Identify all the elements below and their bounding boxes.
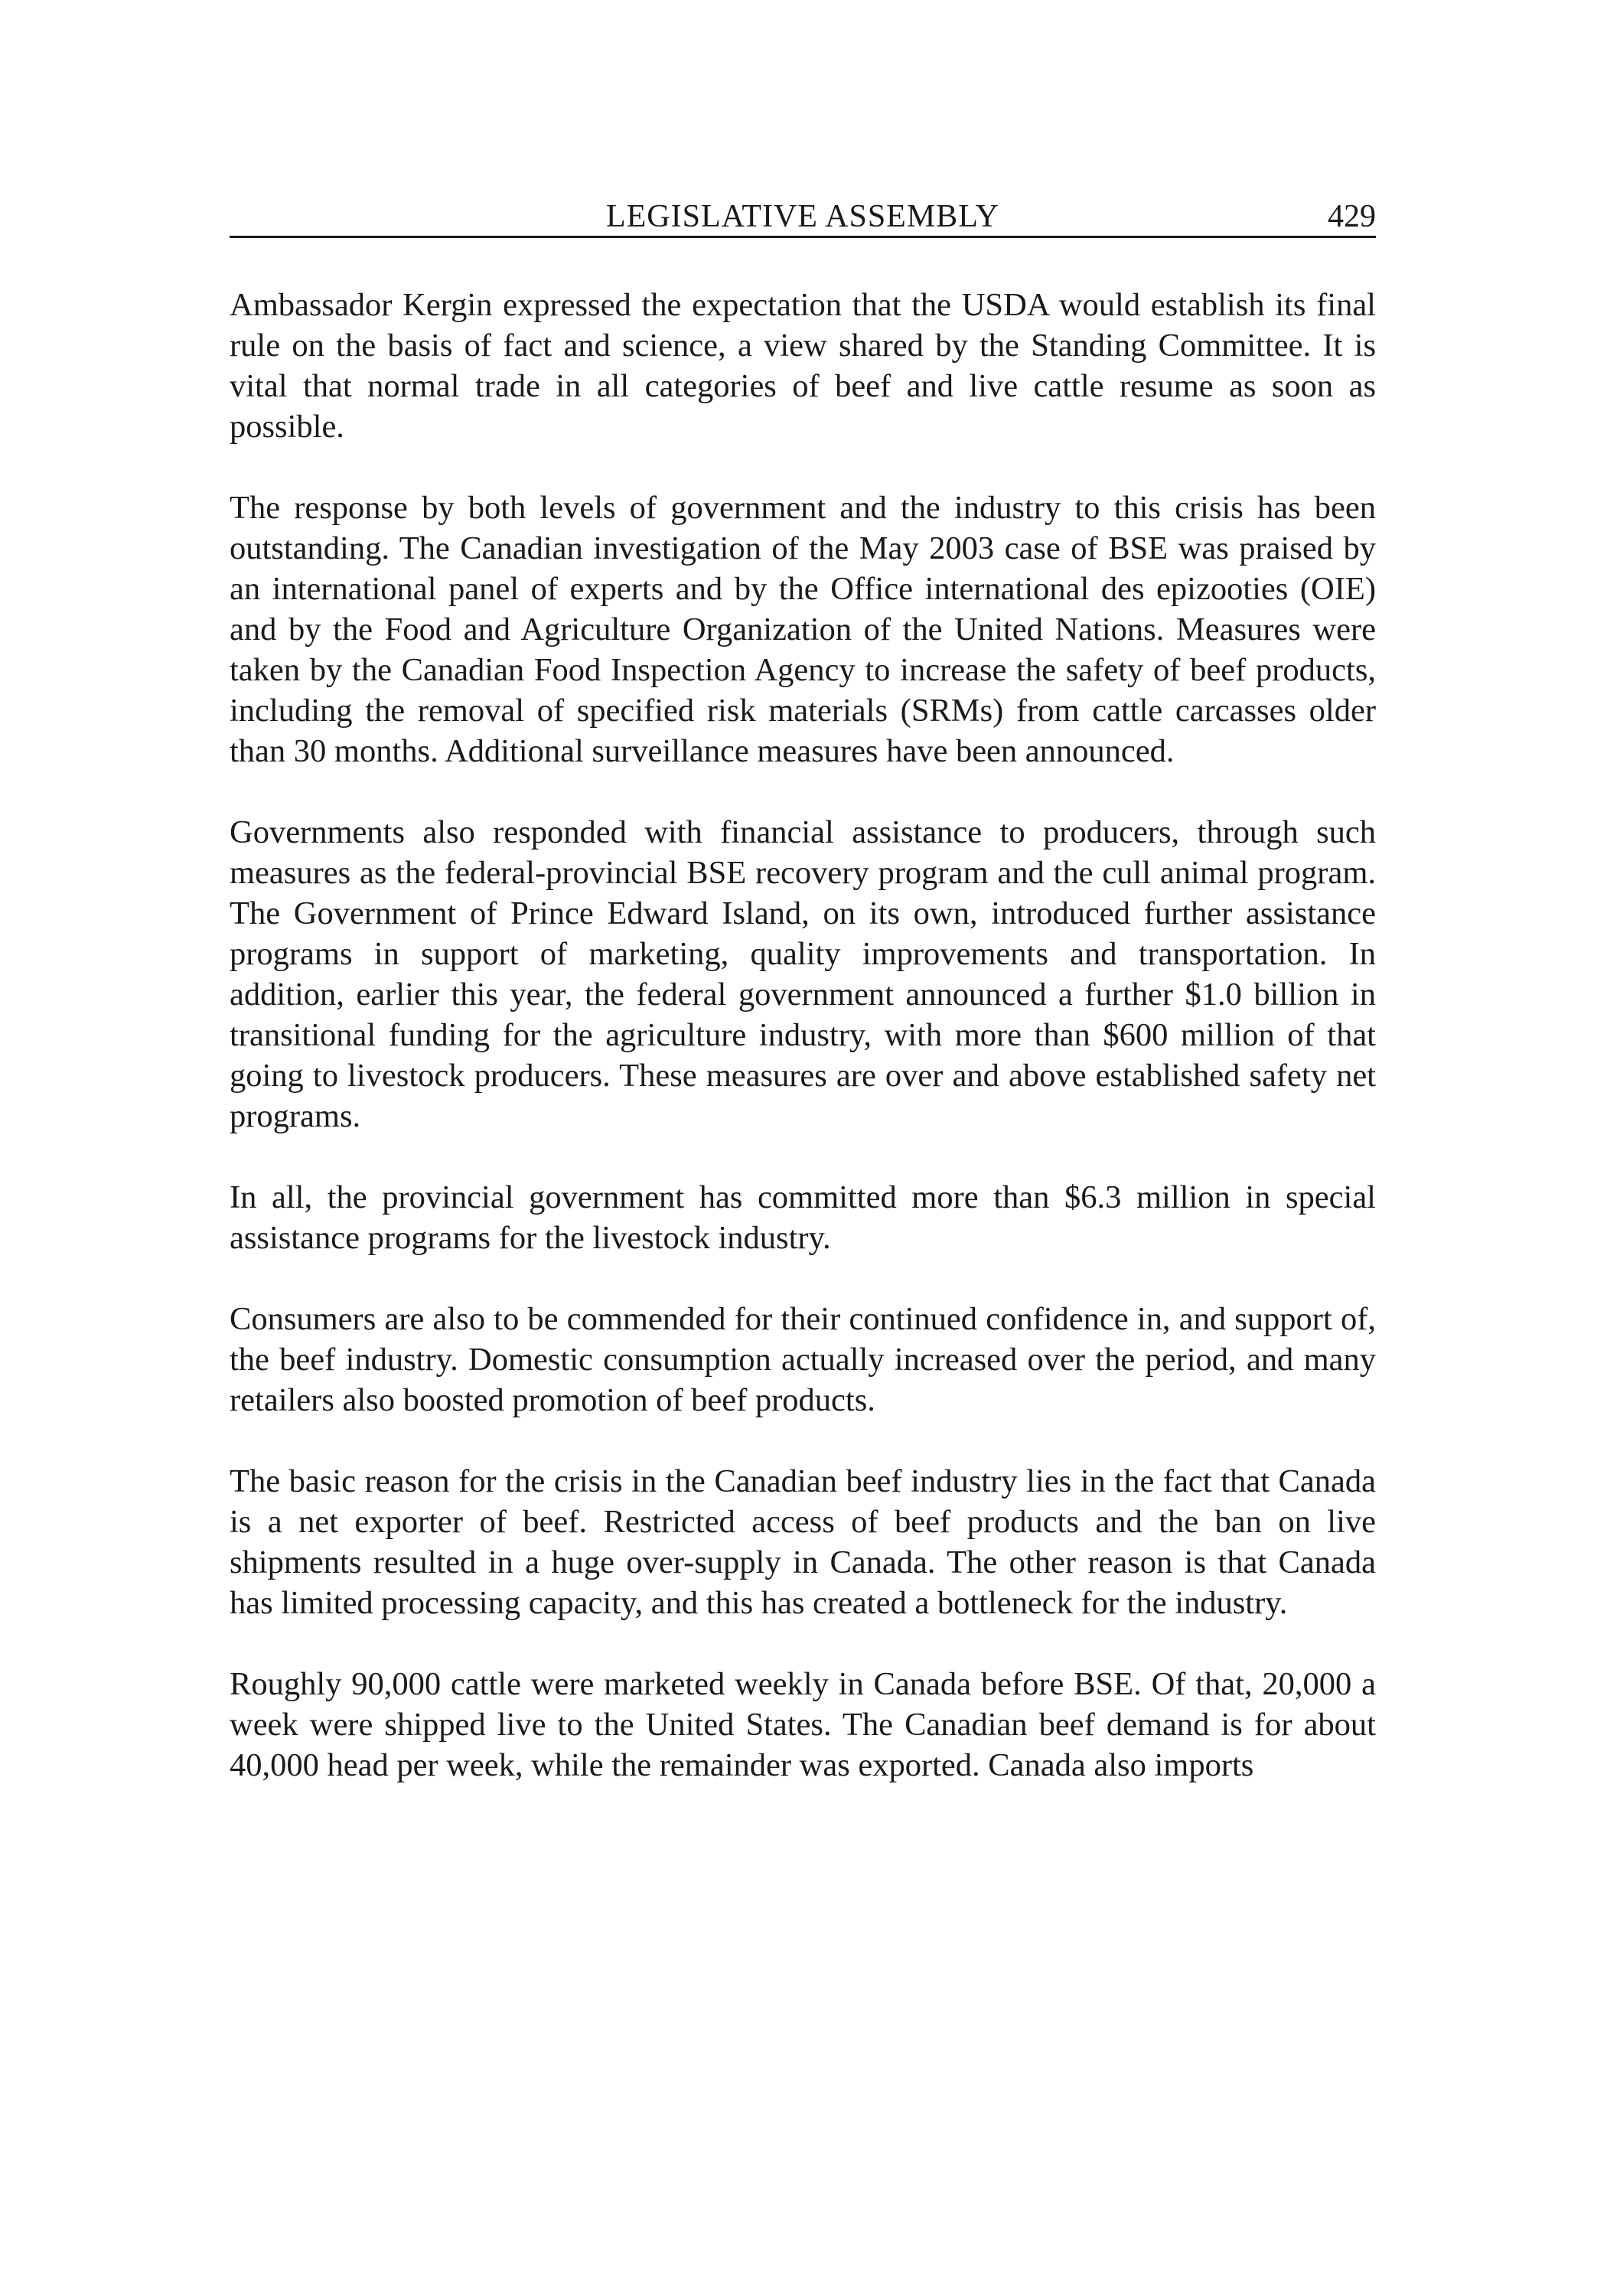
paragraph-government-response: The response by both levels of government and the industry to this crisis has been outstanding. The Canadian investigation of the May 2003 case of BSE was praised by an international panel of experts and by the Office international des epizooties (OIE) and by the Food and Agriculture Organization of the United Nations. Measures were taken by the Canadian Food Inspection Agency to increase the safety of beef products, including the removal of specified risk materials (SRMs) from cattle carcasses older than 30 months. Additional surveillance measures have been announced. bbox=[230, 490, 1376, 769]
paragraph-provincial-commitment: In all, the provincial government has committed more than $6.3 million in special assistance programs for the livestock industry. bbox=[230, 1179, 1376, 1256]
body-text bbox=[230, 285, 1376, 1786]
header-title: LEGISLATIVE ASSEMBLY bbox=[606, 199, 999, 234]
paragraph-usda-final-rule: Ambassador Kergin expressed the expectation that the USDA would establish its final rule on the basis of fact and science, a view shared by the Standing Committee. It is vital that normal trade in all categories of beef and live cattle resume as soon as possible. bbox=[230, 287, 1376, 445]
paragraph-financial-assistance: Governments also responded with financial assistance to producers, through such measures as the federal-provincial BSE recovery program and the cull animal program. The Government of Prince Edward Island, on its own, introduced further assistance programs in support of marketing, quality improvements and transportation. In addition, earlier this year, the federal government announced a further $1.0 billion in transitional funding for the agriculture industry, with more than $600 million of that going to livestock producers. These measures are over and above established safety net programs. bbox=[230, 814, 1376, 1134]
paragraph-consumers: Consumers are also to be commended for their continued confidence in, and support of, the beef industry. Domestic consumption actually increased over the period, and many retailers also boosted promotion of beef products. bbox=[230, 1301, 1376, 1418]
page-number: 429 bbox=[1328, 199, 1376, 234]
paragraph-crisis-reason: The basic reason for the crisis in the Canadian beef industry lies in the fact that Canada is a net exporter of beef. Restricted access of beef products and the ban on live shipments resulted in a huge over-supply in Canada. The other reason is that Canada has limited processing capacity, and this has created a bottleneck for the industry. bbox=[230, 1463, 1376, 1621]
running-header bbox=[230, 197, 1376, 238]
paragraph-cattle-marketing: Roughly 90,000 cattle were marketed weekly in Canada before BSE. Of that, 20,000 a week were shipped live to the United States. The Canadian beef demand is for about 40,000 head per week, while the remainder was exported. Canada also imports bbox=[230, 1666, 1376, 1783]
